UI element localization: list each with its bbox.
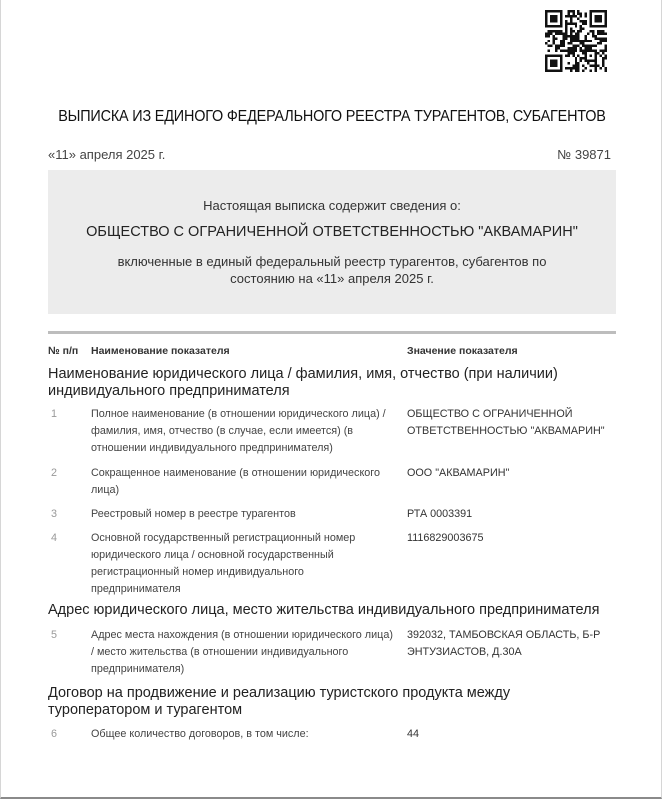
row-label: Полное наименование (в отношении юридического лица) / фамилия, имя, отчество (в случае, если имеется) (в отношении индивидуального предпринимателя) [91, 408, 386, 454]
column-header-indicator: Наименование показателя [91, 345, 230, 357]
row-number: 1 [51, 408, 58, 420]
row-label: Общее количество договоров, в том числе: [91, 728, 309, 740]
row-label: Основной государственный регистрационный номер юридического лица / основной государственный регистрационный номер индивидуального предпринимателя [91, 532, 356, 595]
row-number: 3 [51, 508, 58, 520]
column-header-number: № п/п [48, 345, 79, 357]
section-title: Договор на продвижение и реализацию туристского продукта между туроператором и турагентом [48, 685, 511, 718]
row-label: Реестровый номер в реестре турагентов [91, 508, 296, 520]
document-number: № 39871 [557, 147, 611, 162]
row-value: ООО "АКВАМАРИН" [407, 467, 510, 479]
summary-box [48, 170, 616, 314]
row-number: 6 [51, 728, 58, 740]
column-header-value: Значение показателя [407, 345, 518, 357]
row-value: РТА 0003391 [407, 508, 473, 520]
row-value: 392032, ТАМБОВСКАЯ ОБЛАСТЬ, Б-Р ЭНТУЗИАСТОВ, Д.30А [407, 629, 601, 658]
section-title: Адрес юридического лица, место жительства индивидуального предпринимателя [48, 602, 600, 618]
document-title: ВЫПИСКА ИЗ ЕДИНОГО ФЕДЕРАЛЬНОГО РЕЕСТРА ТУРАГЕНТОВ, СУБАГЕНТОВ [58, 108, 606, 125]
divider [48, 331, 616, 334]
summary-tail: включенные в единый федеральный реестр турагентов, субагентов по состоянию на «11» апреля 2025 г. [117, 254, 547, 286]
row-label: Адрес места нахождения (в отношении юридического лица) / место жительства (в отношении индивидуального предпринимателя) [91, 629, 393, 675]
section-title: Наименование юридического лица / фамилия, имя, отчество (при наличии) индивидуального предпринимателя [48, 366, 558, 399]
row-value: 44 [407, 728, 420, 740]
row-value: 1116829003675 [407, 532, 484, 544]
row-number: 5 [51, 629, 58, 641]
row-number: 4 [51, 532, 58, 544]
row-label: Сокращенное наименование (в отношении юридического лица) [91, 467, 380, 496]
qr-code-icon [545, 10, 607, 72]
document-date: «11» апреля 2025 г. [48, 147, 166, 162]
row-number: 2 [51, 467, 58, 479]
row-value: ОБЩЕСТВО С ОГРАНИЧЕННОЙ ОТВЕТСТВЕННОСТЬЮ "АКВАМАРИН" [407, 408, 605, 437]
summary-intro: Настоящая выписка содержит сведения о: [203, 198, 461, 213]
summary-organization: ОБЩЕСТВО С ОГРАНИЧЕННОЙ ОТВЕТСТВЕННОСТЬЮ "АКВАМАРИН" [86, 224, 578, 240]
